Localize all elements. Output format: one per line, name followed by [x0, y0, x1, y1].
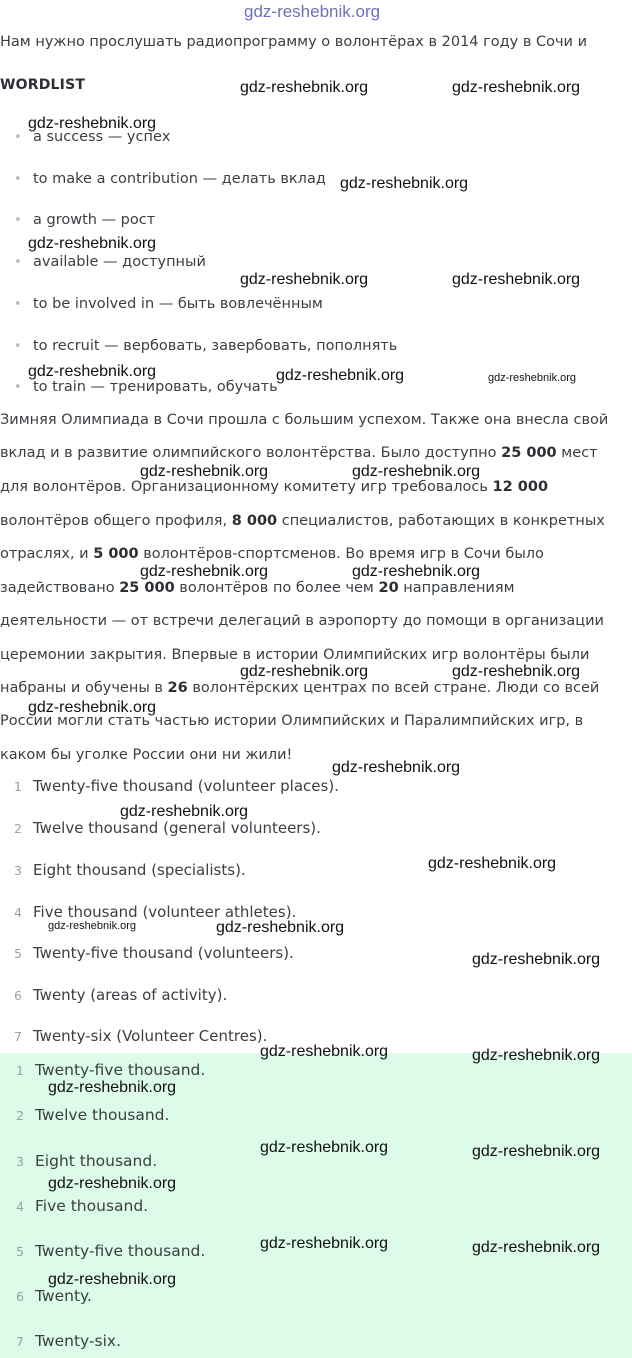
highlighted-number: 25 000: [501, 445, 557, 461]
item-number: 2: [14, 821, 22, 836]
answer-text: Twenty-six.: [35, 1332, 121, 1350]
item-number: 6: [14, 988, 22, 1003]
watermark: gdz-reshebnik.org: [28, 699, 157, 716]
wordlist-item-text: a growth — рост: [33, 212, 156, 228]
paragraph-text-fragment: волонтёрских центрах по всей стране. Люди со всей: [187, 680, 600, 696]
item-number: 5: [16, 1244, 24, 1259]
question-text: Twenty (areas of activity).: [33, 986, 228, 1004]
watermark: gdz-reshebnik.org: [48, 1079, 177, 1096]
paragraph-line: [0, 442, 632, 464]
watermark: gdz-reshebnik.org: [216, 919, 345, 936]
wordlist-item: [14, 209, 155, 231]
paragraph-line: [0, 476, 632, 498]
watermark: gdz-reshebnik.org: [452, 79, 581, 96]
wordlist-item-text: available — доступный: [33, 254, 206, 270]
paragraph-line: [0, 409, 632, 431]
bullet-icon: •: [14, 339, 22, 354]
highlighted-number: 25 000: [119, 580, 175, 596]
watermark: gdz-reshebnik.org: [240, 271, 369, 288]
question-text: Eight thousand (specialists).: [33, 861, 246, 879]
highlighted-number: 8 000: [231, 513, 278, 529]
wordlist-item: [14, 251, 206, 273]
bullet-icon: •: [14, 380, 22, 395]
watermark: gdz-reshebnik.org: [472, 1047, 601, 1064]
paragraph-text-fragment: России могли стать частью истории Олимпийских и Паралимпийских игр, в: [0, 713, 584, 729]
paragraph-line: [0, 577, 632, 599]
question-item: [14, 1025, 267, 1047]
paragraph-text-fragment: Зимняя Олимпиада в Сочи прошла с большим успехом. Также она внесла свой: [0, 412, 609, 428]
paragraph-text-fragment: мест: [556, 445, 598, 461]
question-text: Five thousand (volunteer athletes).: [33, 903, 297, 921]
watermark: gdz-reshebnik.org: [332, 759, 461, 776]
watermark: gdz-reshebnik.org: [352, 563, 481, 580]
watermark: gdz-reshebnik.org: [28, 363, 157, 380]
watermark: gdz-reshebnik.org: [340, 175, 469, 192]
paragraph-text-fragment: для волонтёров. Организационному комитету игр требовалось: [0, 479, 493, 495]
item-number: 2: [16, 1108, 24, 1123]
watermark: gdz-reshebnik.org: [488, 372, 577, 384]
watermark: gdz-reshebnik.org: [428, 855, 557, 872]
answer-text: Twenty-five thousand.: [35, 1242, 206, 1260]
highlighted-number: 20: [378, 580, 399, 596]
paragraph-text-fragment: волонтёров общего профиля,: [0, 513, 232, 529]
question-text: Twenty-six (Volunteer Centres).: [33, 1027, 268, 1045]
item-number: 6: [16, 1289, 24, 1304]
answer-text: Twelve thousand.: [35, 1106, 170, 1124]
highlighted-number: 5 000: [93, 546, 139, 562]
item-number: 3: [16, 1154, 24, 1169]
paragraph-text-fragment: деятельности — от встречи делегаций в аэропорту до помощи в организации: [0, 613, 604, 629]
wordlist-item-text: to be involved in — быть вовлечённым: [33, 296, 323, 312]
wordlist-item: [14, 168, 326, 190]
paragraph-text-fragment: церемонии закрытия. Впервые в истории Олимпийских игр волонтёры были: [0, 647, 590, 663]
watermark: gdz-reshebnik.org: [452, 271, 581, 288]
watermark: gdz-reshebnik.org: [260, 1235, 389, 1252]
question-text: Twenty-five thousand (volunteers).: [33, 944, 294, 962]
wordlist-item-text: to make a contribution — делать вклад: [33, 171, 326, 187]
paragraph-text-fragment: набраны и обучены в: [0, 680, 168, 696]
question-item: [14, 775, 339, 797]
wordlist-item-text: to recruit — вербовать, завербовать, пополнять: [33, 338, 398, 354]
answer-item: [16, 1059, 205, 1081]
answer-text: Eight thousand.: [35, 1152, 158, 1170]
paragraph-text-fragment: направлениям: [398, 580, 515, 596]
watermark: gdz-reshebnik.org: [140, 463, 269, 480]
answer-item: [16, 1195, 148, 1217]
paragraph-line: [0, 744, 632, 766]
highlighted-number: 26: [167, 680, 188, 696]
watermark: gdz-reshebnik.org: [352, 463, 481, 480]
answer-item: [16, 1240, 205, 1262]
paragraph-text-fragment: отраслях, и: [0, 546, 94, 562]
question-item: [14, 859, 246, 881]
watermark: gdz-reshebnik.org: [260, 1139, 389, 1156]
watermark: gdz-reshebnik.org: [48, 1175, 177, 1192]
question-item: [14, 984, 227, 1006]
wordlist-item: [14, 293, 323, 315]
answer-item: [16, 1104, 169, 1126]
watermark: gdz-reshebnik.org: [240, 663, 369, 680]
watermark: gdz-reshebnik.org: [276, 367, 405, 384]
item-number: 1: [16, 1063, 24, 1078]
answer-item: [16, 1150, 157, 1172]
item-number: 7: [14, 1029, 22, 1044]
bullet-icon: •: [14, 297, 22, 312]
answer-text: Twenty.: [35, 1287, 92, 1305]
question-text: Twelve thousand (general volunteers).: [33, 819, 321, 837]
question-text: Twenty-five thousand (volunteer places).: [33, 777, 339, 795]
watermark: gdz-reshebnik.org: [140, 563, 269, 580]
watermark: gdz-reshebnik.org: [472, 951, 601, 968]
item-number: 7: [16, 1334, 24, 1349]
watermark: gdz-reshebnik.org: [28, 235, 157, 252]
paragraph-text-fragment: волонтёров-спортсменов. Во время игр в Сочи было: [138, 546, 544, 562]
wordlist-item-text: a success — успех: [33, 129, 171, 145]
bullet-icon: •: [14, 172, 22, 187]
paragraph-text-fragment: задействовано: [0, 580, 120, 596]
watermark: gdz-reshebnik.org: [452, 663, 581, 680]
paragraph-line: [0, 543, 632, 565]
highlighted-number: 12 000: [492, 479, 549, 495]
intro-text: Нам нужно прослушать радиопрограмму о волонтёрах в 2014 году в Сочи и: [0, 34, 588, 50]
wordlist-item-text: to train — тренировать, обучать: [33, 379, 278, 395]
paragraph-text-fragment: каком бы уголке России они ни жили!: [0, 747, 293, 763]
question-item: [14, 942, 294, 964]
watermark: gdz-reshebnik.org: [240, 79, 369, 96]
wordlist-heading: WORDLIST: [0, 77, 86, 93]
bullet-icon: •: [14, 130, 22, 145]
answer-text: Five thousand.: [35, 1197, 149, 1215]
item-number: 3: [14, 863, 22, 878]
item-number: 5: [14, 946, 22, 961]
watermark: gdz-reshebnik.org: [48, 920, 137, 932]
answer-text: Twenty-five thousand.: [35, 1061, 206, 1079]
item-number: 4: [14, 905, 22, 920]
bullet-icon: •: [14, 213, 22, 228]
watermark: gdz-reshebnik.org: [472, 1143, 601, 1160]
watermark: gdz-reshebnik.org: [28, 115, 157, 132]
item-number: 4: [16, 1199, 24, 1214]
answer-item: [16, 1330, 121, 1352]
watermark: gdz-reshebnik.org: [472, 1239, 601, 1256]
bullet-icon: •: [14, 255, 22, 270]
paragraph-line: [0, 610, 632, 632]
item-number: 1: [14, 779, 22, 794]
wordlist-item: [14, 335, 397, 357]
paragraph-text-fragment: специалистов, работающих в конкретных: [277, 513, 605, 529]
paragraph-line: [0, 510, 632, 532]
paragraph-text-fragment: вклад и в развитие олимпийского волонтёрства. Было доступно: [0, 445, 502, 461]
paragraph-text-fragment: волонтёров по более чем: [174, 580, 379, 596]
watermark: gdz-reshebnik.org: [120, 803, 249, 820]
watermark: gdz-reshebnik.org: [260, 1043, 389, 1060]
watermark: gdz-reshebnik.org: [244, 2, 381, 21]
watermark: gdz-reshebnik.org: [48, 1271, 177, 1288]
